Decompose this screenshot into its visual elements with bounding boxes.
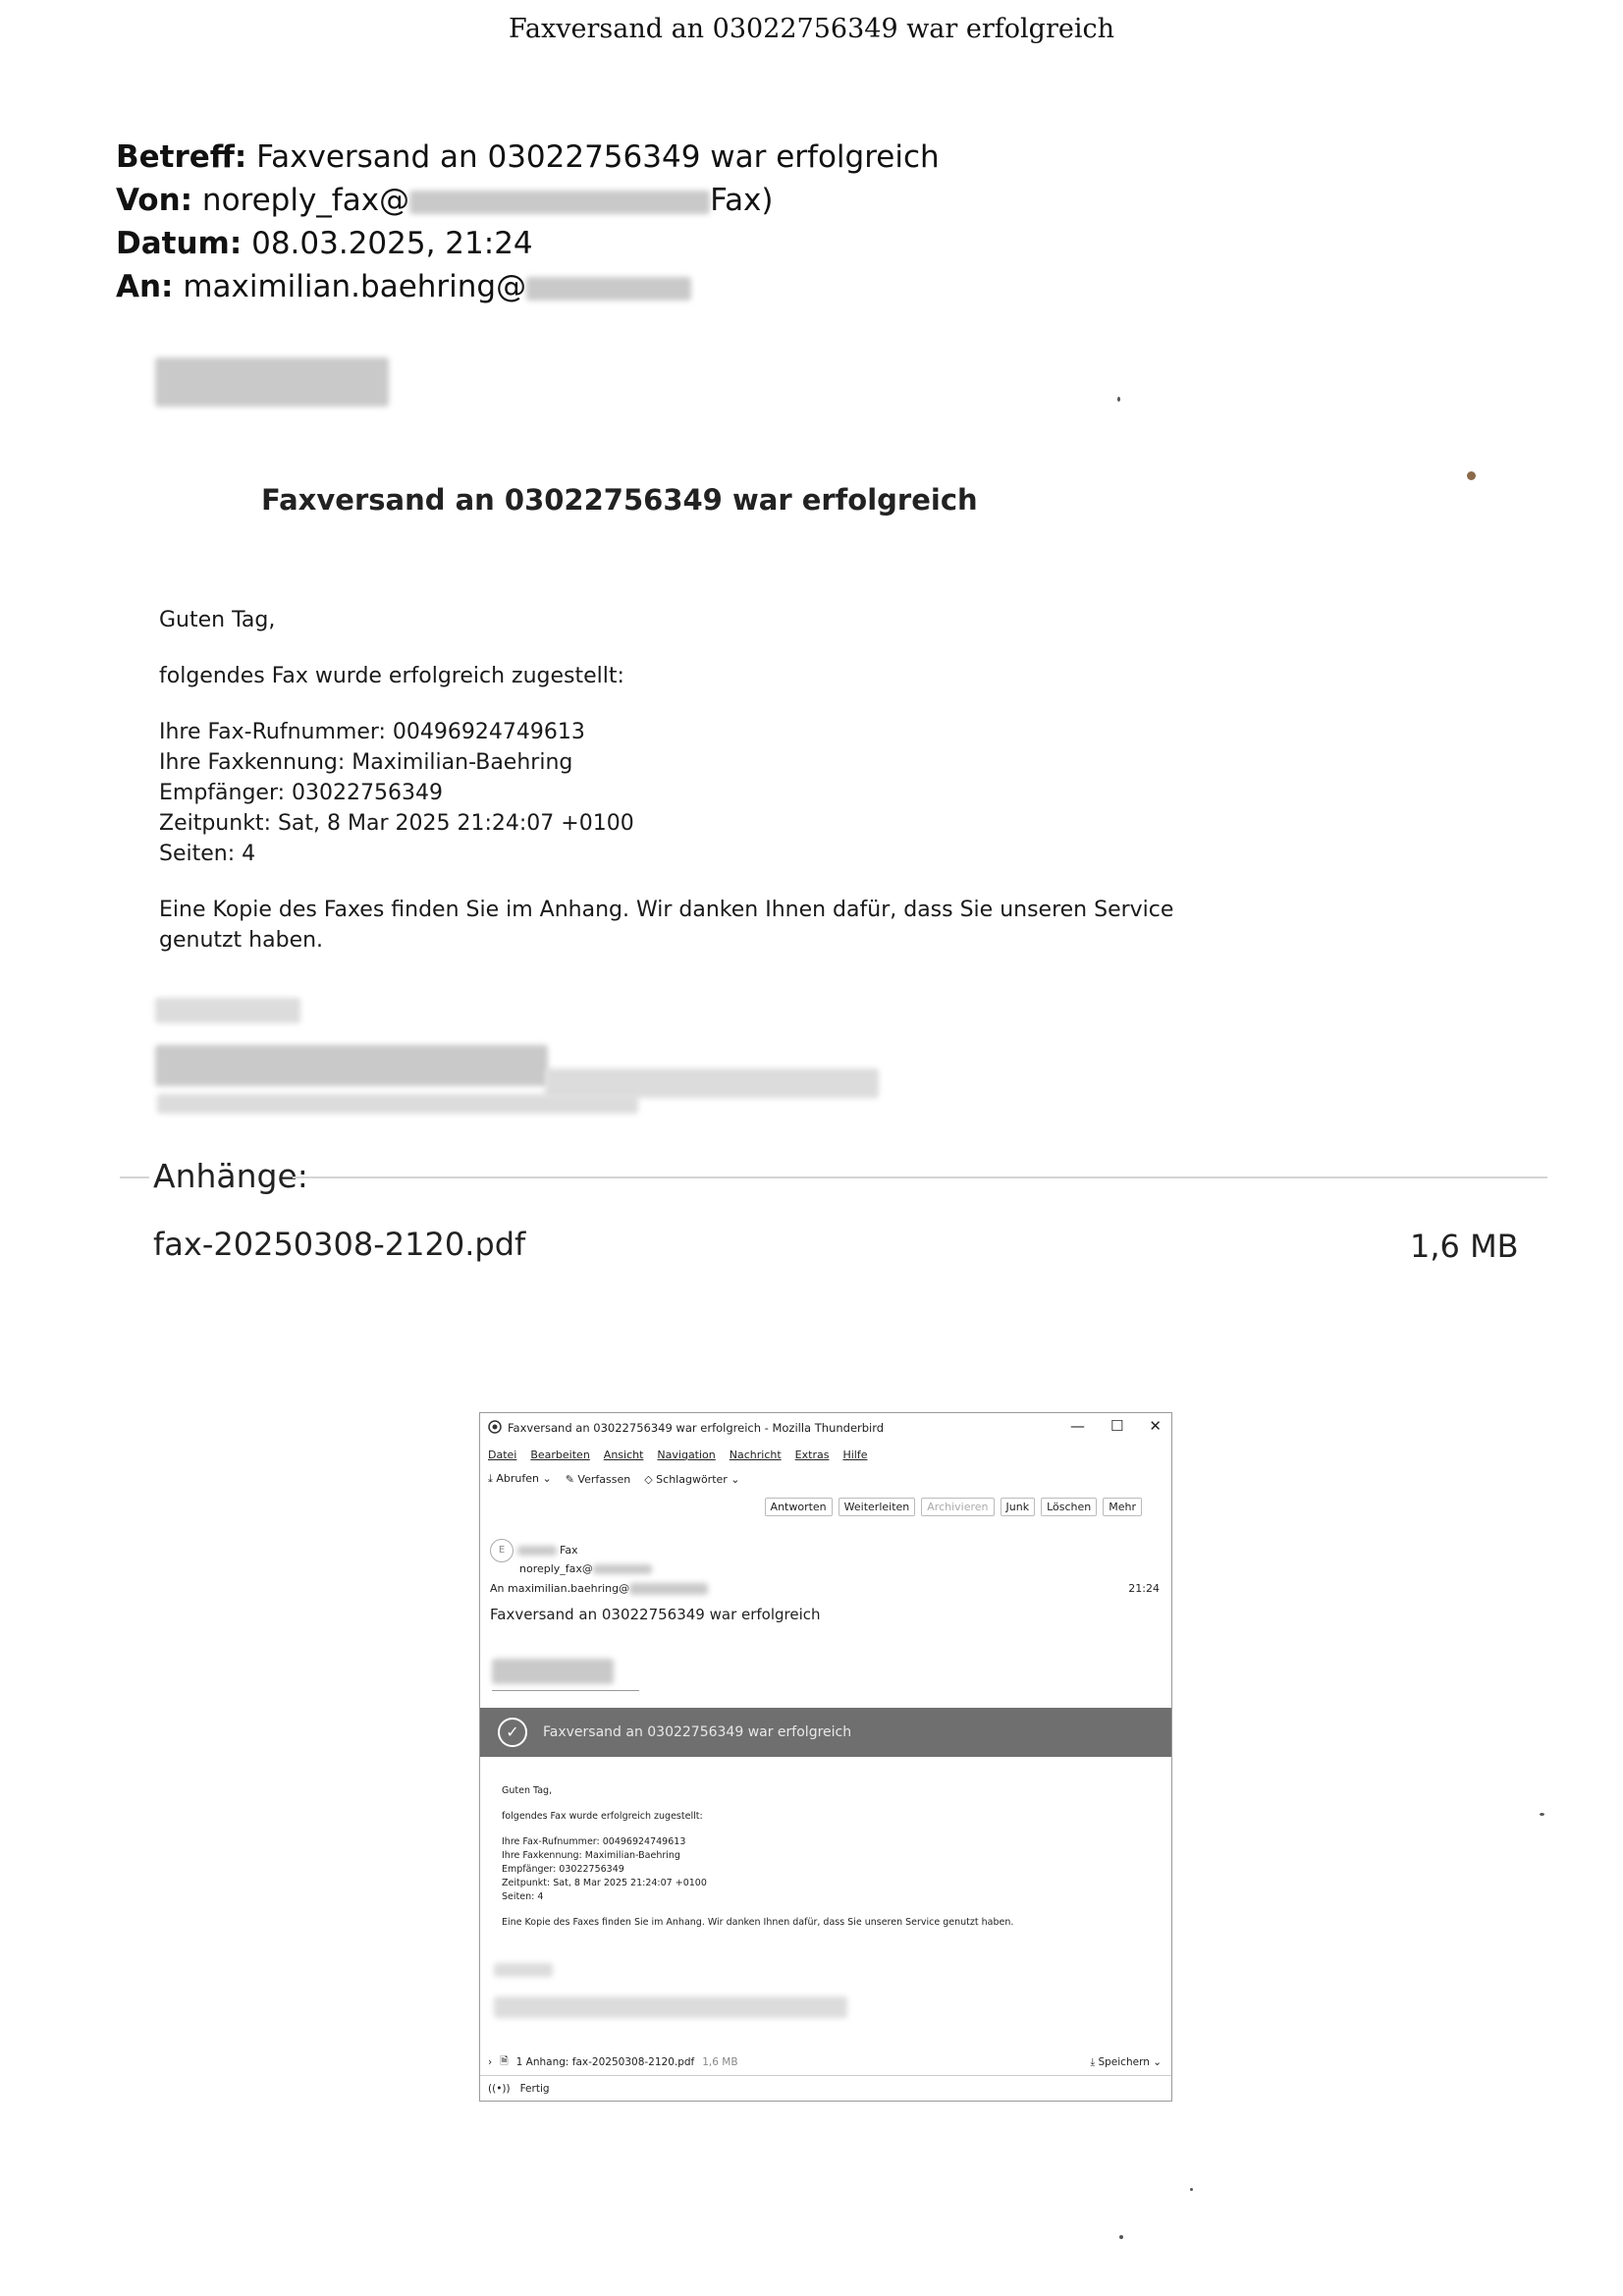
date-row	[116, 222, 940, 265]
to-label: An:	[116, 269, 174, 304]
detail-line: Empfänger: 03022756349	[159, 781, 443, 805]
detail-line: Seiten: 4	[159, 842, 256, 866]
menu-item[interactable]: Datei	[488, 1448, 517, 1461]
subject-label: Betreff:	[116, 139, 247, 175]
redacted-signature	[155, 998, 300, 1023]
forward-button[interactable]: Weiterleiten	[839, 1498, 916, 1516]
close-icon[interactable]: ✕	[1149, 1417, 1162, 1435]
redacted-logo	[155, 357, 389, 407]
recipient	[490, 1582, 708, 1595]
greeting: Guten Tag,	[159, 608, 276, 632]
to-value: maximilian.baehring@	[183, 269, 527, 304]
from-label: Von:	[116, 183, 193, 218]
redacted-signature	[494, 1963, 553, 1977]
from-row	[116, 179, 940, 222]
redacted-sender-address	[593, 1564, 652, 1574]
from-value-suffix: Fax)	[710, 183, 774, 218]
detail-line: Seiten: 4	[502, 1891, 544, 1902]
email-headers	[116, 136, 940, 308]
attachment-text[interactable]: 1 Anhang: fax-20250308-2120.pdf	[515, 2056, 695, 2068]
to-label: An	[490, 1582, 505, 1595]
avatar: E	[490, 1539, 514, 1562]
date-value: 08.03.2025, 21:24	[251, 226, 533, 261]
detail-line: Empfänger: 03022756349	[502, 1864, 624, 1875]
thunderbird-icon	[488, 1420, 502, 1437]
intro: folgendes Fax wurde erfolgreich zugestellt:	[502, 1811, 703, 1822]
junk-button[interactable]: Junk	[1001, 1498, 1036, 1516]
message-subject: Faxversand an 03022756349 war erfolgreich	[490, 1606, 821, 1623]
page-title: Faxversand an 03022756349 war erfolgreich	[509, 14, 1114, 44]
redacted-signature	[155, 1045, 548, 1086]
divider	[293, 1176, 1547, 1178]
tags-button[interactable]: ◇ Schlagwörter ⌄	[644, 1472, 740, 1486]
scan-speck	[1190, 2188, 1193, 2191]
sender	[490, 1539, 652, 1575]
activity-icon: ((•))	[488, 2082, 511, 2095]
menu-item[interactable]: Ansicht	[603, 1448, 644, 1461]
message-body	[159, 605, 1200, 981]
message-actions	[480, 1492, 1171, 1521]
reply-button[interactable]: Antworten	[765, 1498, 833, 1516]
checkmark-icon: ✓	[498, 1718, 527, 1747]
redacted-logo	[492, 1659, 614, 1684]
redacted-recipient	[629, 1583, 708, 1595]
redacted-sender-name	[517, 1546, 557, 1556]
detail-line: Ihre Faxkennung: Maximilian-Baehring	[159, 750, 573, 775]
message-banner	[480, 1708, 1171, 1757]
menu-bar	[480, 1443, 1171, 1466]
subject-row	[116, 136, 940, 179]
subject-value: Faxversand an 03022756349 war erfolgreich	[256, 139, 940, 175]
scan-speck	[1540, 1813, 1544, 1816]
banner-title: Faxversand an 03022756349 war erfolgreich	[543, 1724, 852, 1740]
intro: folgendes Fax wurde erfolgreich zugestellt:	[159, 664, 624, 688]
detail-line: Ihre Faxkennung: Maximilian-Baehring	[502, 1850, 680, 1861]
detail-line: Zeitpunkt: Sat, 8 Mar 2025 21:24:07 +0100	[159, 811, 634, 836]
attachment-file-size: 1,6 MB	[1410, 1228, 1519, 1265]
toolbar	[480, 1466, 1171, 1492]
divider	[120, 1176, 149, 1178]
menu-item[interactable]: Nachricht	[729, 1448, 782, 1461]
date-label: Datum:	[116, 226, 243, 261]
menu-item[interactable]: Hilfe	[842, 1448, 868, 1461]
attachments-label: Anhänge:	[153, 1157, 308, 1195]
menu-item[interactable]: Extras	[794, 1448, 830, 1461]
get-messages-button[interactable]: ⤓ Abrufen ⌄	[488, 1472, 552, 1485]
scan-speck	[1119, 2235, 1123, 2239]
greeting: Guten Tag,	[502, 1785, 553, 1796]
closing: Eine Kopie des Faxes finden Sie im Anhang. Wir danken Ihnen dafür, dass Sie unseren Service genutzt haben.	[159, 898, 1174, 953]
archive-button[interactable]: Archivieren	[921, 1498, 994, 1516]
menu-item[interactable]: Bearbeiten	[530, 1448, 590, 1461]
attachment-bar[interactable]	[480, 2051, 1171, 2073]
from-value: noreply_fax@	[201, 183, 410, 218]
minimize-icon[interactable]: —	[1069, 1417, 1085, 1435]
paperclip-icon: 🗎	[500, 2055, 509, 2067]
menu-item[interactable]: Navigation	[657, 1448, 716, 1461]
save-button[interactable]: ⤓ Speichern ⌄	[1090, 2055, 1162, 2068]
message-body	[502, 1784, 1052, 1941]
compose-button[interactable]: ✎ Verfassen	[565, 1472, 631, 1486]
redacted-to	[526, 277, 691, 301]
window-title: Faxversand an 03022756349 war erfolgreich - Mozilla Thunderbird	[508, 1421, 885, 1435]
recipient-address[interactable]: maximilian.baehring@	[508, 1582, 630, 1595]
maximize-icon[interactable]: ☐	[1109, 1417, 1124, 1435]
detail-line: Ihre Fax-Rufnummer: 00496924749613	[502, 1836, 686, 1847]
attachment-size: 1,6 MB	[702, 2056, 738, 2068]
status-text: Fertig	[519, 2082, 550, 2095]
redacted-signature	[157, 1094, 638, 1114]
scan-speck	[1117, 397, 1120, 402]
to-row	[116, 265, 940, 308]
sender-address[interactable]: noreply_fax@	[519, 1562, 593, 1575]
status-bar	[480, 2075, 1171, 2101]
attachment-file-name[interactable]: fax-20250308-2120.pdf	[153, 1226, 526, 1263]
details	[502, 1835, 1052, 1904]
detail-line: Ihre Fax-Rufnummer: 00496924749613	[159, 720, 585, 744]
sender-name: Fax	[560, 1544, 578, 1557]
message-title: Faxversand an 03022756349 war erfolgreich	[261, 483, 978, 517]
detail-line: Zeitpunkt: Sat, 8 Mar 2025 21:24:07 +0100	[502, 1878, 707, 1888]
details	[159, 717, 1200, 869]
delete-button[interactable]: Löschen	[1041, 1498, 1097, 1516]
redacted-from	[409, 191, 710, 214]
window-controls	[1070, 1417, 1162, 1435]
closing: Eine Kopie des Faxes finden Sie im Anhang. Wir danken Ihnen dafür, dass Sie unseren Service genutzt haben.	[502, 1917, 1014, 1928]
divider	[492, 1690, 639, 1691]
more-button[interactable]: Mehr	[1103, 1498, 1142, 1516]
window-titlebar	[480, 1413, 1171, 1443]
chevron-right-icon[interactable]: ›	[488, 2056, 493, 2068]
message-time: 21:24	[1128, 1582, 1160, 1595]
embedded-screenshot	[479, 1412, 1172, 2102]
redacted-signature	[494, 1996, 847, 2018]
scan-speck	[1467, 471, 1476, 480]
